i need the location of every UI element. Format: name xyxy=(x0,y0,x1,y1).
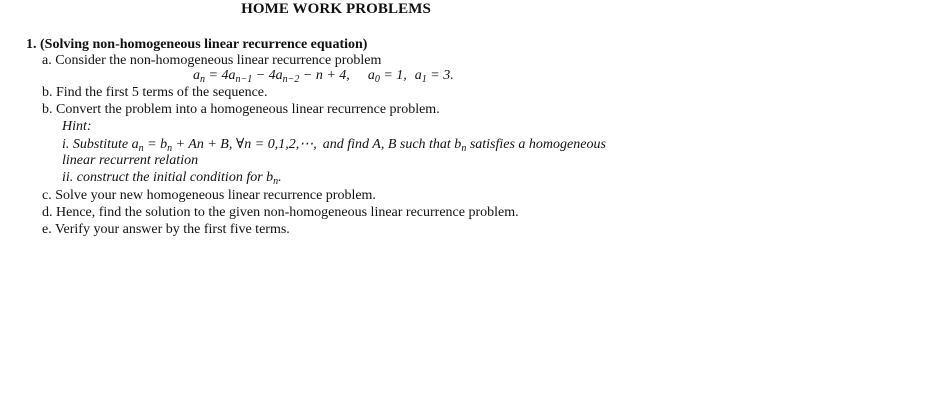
part-d: d. Hence, find the solution to the given non-homogeneous linear recurrence problem. xyxy=(42,205,519,220)
hint-i-continued: linear recurrent relation xyxy=(62,153,199,168)
part-b2: b. Convert the problem into a homogeneous linear recurrence problem. xyxy=(42,102,440,117)
problem-heading: 1. (Solving non-homogeneous linear recurrence equation) xyxy=(26,37,368,52)
ic2-sub: 1 xyxy=(421,74,427,85)
hint-i-b: = b xyxy=(143,137,168,152)
part-b1: b. Find the first 5 terms of the sequence. xyxy=(42,85,268,100)
hint-i-a: i. Substitute a xyxy=(62,137,139,152)
ic1-sub: 0 xyxy=(374,74,380,85)
hint-i-d: and find A, B such that b xyxy=(322,137,462,152)
eq-sub1: n−1 xyxy=(235,74,253,85)
recurrence-equation xyxy=(193,67,454,84)
hint-ii-sub: n xyxy=(273,176,279,187)
ic1: a xyxy=(367,68,375,83)
hint-ii xyxy=(62,169,282,186)
ic1-val: = 1, xyxy=(379,68,407,83)
eq-sub2: n−2 xyxy=(282,74,300,85)
ic2-val: = 3. xyxy=(426,68,454,83)
hint-i-sub3: n xyxy=(461,143,467,154)
part-e: e. Verify your answer by the first five terms. xyxy=(42,222,290,237)
eq-lhs-sub: n xyxy=(200,74,205,85)
hint-ii-b: . xyxy=(278,170,282,185)
page-title: HOME WORK PROBLEMS xyxy=(241,1,431,17)
ic2: a xyxy=(414,68,422,83)
eq-term2: − 4a xyxy=(252,68,283,83)
eq-term3: − n + 4, xyxy=(299,68,350,83)
eq-lhs: a xyxy=(193,68,200,83)
hint-i-sub2: n xyxy=(167,143,173,154)
part-a: a. Consider the non-homogeneous linear recurrence problem xyxy=(42,53,382,68)
hint-i-c: + An + B, ∀n = 0,1,2,⋯, xyxy=(172,137,317,152)
hint-i-e: satisfies a homogeneous xyxy=(466,137,606,152)
part-c: c. Solve your new homogeneous linear recurrence problem. xyxy=(42,188,376,203)
hint-i-sub1: n xyxy=(138,143,144,154)
hint-i xyxy=(62,136,606,153)
hint-label: Hint: xyxy=(62,119,92,134)
hint-ii-a: ii. construct the initial condition for b xyxy=(62,170,274,185)
eq-term1: = 4a xyxy=(205,68,236,83)
